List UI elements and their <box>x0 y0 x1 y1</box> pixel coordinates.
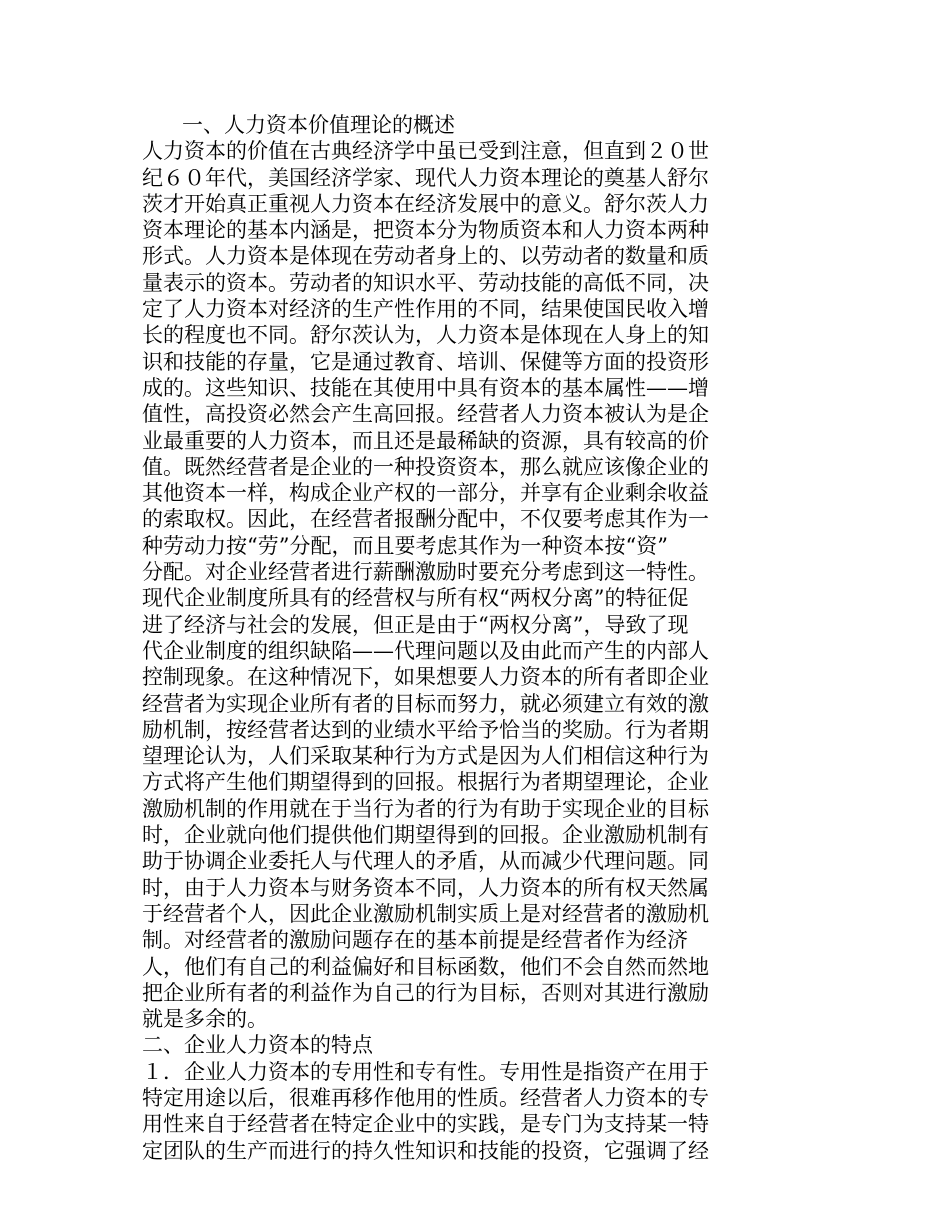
text-line: 值性，高投资必然会产生高回报。经营者人力资本被认为是企 <box>142 402 709 427</box>
text-line: 形式。人力资本是体现在劳动者身上的、以劳动者的数量和质 <box>142 244 709 269</box>
text-line: 助于协调企业委托人与代理人的矛盾，从而减少代理问题。同 <box>142 849 709 874</box>
text-line: 时，由于人力资本与财务资本不同，人力资本的所有权天然属 <box>142 875 709 900</box>
text-line: 茨才开始真正重视人力资本在经济发展中的意义。舒尔茨人力 <box>142 191 709 216</box>
text-line: 现代企业制度所具有的经营权与所有权“两权分离”的特征促 <box>142 586 689 611</box>
text-line: 经营者为实现企业所有者的目标而努力，就必须建立有效的激 <box>142 691 709 716</box>
text-line: 代企业制度的组织缺陷——代理问题以及由此而产生的内部人 <box>142 638 709 663</box>
text-line: 值。既然经营者是企业的一种投资资本，那么就应该像企业的 <box>142 454 709 479</box>
text-line: 励机制，按经营者达到的业绩水平给予恰当的奖励。行为者期 <box>142 717 709 742</box>
text-line: 的索取权。因此，在经营者报酬分配中，不仅要考虑其作为一 <box>142 507 709 532</box>
text-line: 制。对经营者的激励问题存在的基本前提是经营者作为经济 <box>142 928 688 953</box>
text-line: 特定用途以后，很难再移作他用的性质。经营者人力资本的专 <box>142 1085 709 1110</box>
text-line: 人，他们有自己的利益偏好和目标函数，他们不会自然而然地 <box>142 954 709 979</box>
text-line: 成的。这些知识、技能在其使用中具有资本的基本属性——增 <box>142 375 709 400</box>
document-body <box>142 112 732 1164</box>
text-line: 于经营者个人，因此企业激励机制实质上是对经营者的激励机 <box>142 901 709 926</box>
text-line: 人力资本的价值在古典经济学中虽已受到注意，但直到２０世 <box>142 139 709 164</box>
text-line: 识和技能的存量，它是通过教育、培训、保健等方面的投资形 <box>142 349 709 374</box>
text-line: 种劳动力按“劳”分配，而且要考虑其作为一种资本按“资” <box>142 533 668 558</box>
text-line: 业最重要的人力资本，而且还是最稀缺的资源，具有较高的价 <box>142 428 709 453</box>
text-line: 控制现象。在这种情况下，如果想要人力资本的所有者即企业 <box>142 665 709 690</box>
text-line: 望理论认为，人们采取某种行为方式是因为人们相信这种行为 <box>142 744 709 769</box>
text-line: 用性来自于经营者在特定企业中的实践，是专门为支持某一特 <box>142 1112 709 1137</box>
text-line: 资本理论的基本内涵是，把资本分为物质资本和人力资本两种 <box>142 218 709 243</box>
text-line: 就是多余的。 <box>142 1007 268 1032</box>
text-line: 分配。对企业经营者进行薪酬激励时要充分考虑到这一特性。 <box>142 560 709 585</box>
section-heading-1: 一、人力资本价值理论的概述 <box>182 113 455 137</box>
text-line: 激励机制的作用就在于当行为者的行为有助于实现企业的目标 <box>142 796 709 821</box>
text-line: 其他资本一样，构成企业产权的一部分，并享有企业剩余收益 <box>142 481 709 506</box>
text-line: 长的程度也不同。舒尔茨认为，人力资本是体现在人身上的知 <box>142 323 709 348</box>
text-line: 定团队的生产而进行的持久性知识和技能的投资，它强调了经 <box>142 1138 709 1163</box>
text-line: 方式将产生他们期望得到的回报。根据行为者期望理论，企业 <box>142 770 709 795</box>
text-line: 时，企业就向他们提供他们期望得到的回报。企业激励机制有 <box>142 823 709 848</box>
text-line: 把企业所有者的利益作为自己的行为目标，否则对其进行激励 <box>142 980 709 1005</box>
section-heading-2: 二、企业人力资本的特点 <box>142 1033 373 1058</box>
text-line: １．企业人力资本的专用性和专有性。专用性是指资产在用于 <box>142 1059 709 1084</box>
text-line: 定了人力资本对经济的生产性作用的不同，结果使国民收入增 <box>142 297 709 322</box>
text-line: 纪６０年代，美国经济学家、现代人力资本理论的奠基人舒尔 <box>142 165 709 190</box>
text-line: 进了经济与社会的发展，但正是由于“两权分离”，导致了现 <box>142 612 689 637</box>
text-line: 量表示的资本。劳动者的知识水平、劳动技能的高低不同，决 <box>142 270 709 295</box>
